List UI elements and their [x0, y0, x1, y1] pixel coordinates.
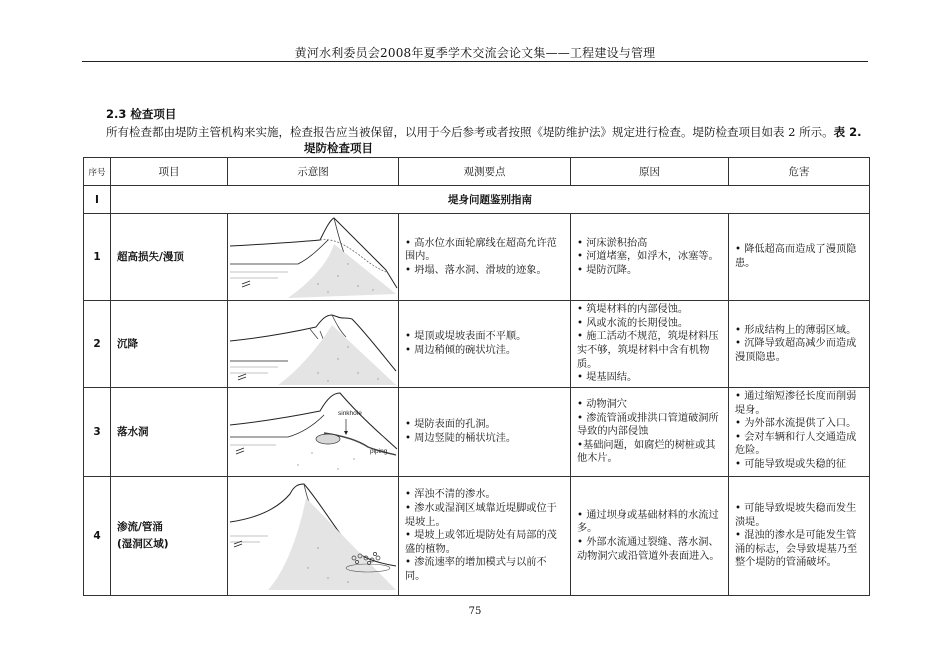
- cause-line: • 外部水流通过裂缝、落水洞、动物洞穴或沿管道外表面进入。: [577, 537, 720, 562]
- table-header-row: [84, 158, 870, 186]
- row-harm: [729, 477, 870, 596]
- harm-line: • 沉降导致超高减少而造成漫顶隐患。: [735, 338, 857, 363]
- observe-line: • 浑浊不清的渗水。: [405, 489, 496, 501]
- seepage-sketch: [228, 478, 398, 594]
- table-ref: 表 2.: [833, 125, 862, 139]
- cause-line: • 风或水流的长期侵蚀。: [577, 317, 689, 329]
- table-row: [84, 301, 870, 388]
- section-paragraph: [106, 124, 872, 140]
- cause-line: • 通过坝身或基础材料的水流过多。: [577, 509, 719, 535]
- observe-line: • 高水位水面轮廓线在超高允许范围内。: [405, 237, 557, 263]
- harm-line: • 会对车辆和行人交通造成危险。: [735, 431, 857, 457]
- cause-line: •基础问题，如腐烂的树桩或其他木片。: [577, 439, 716, 465]
- harm-clip: [735, 390, 865, 474]
- header-rule: [82, 61, 868, 62]
- cause-line: • 施工活动不规范，筑堤材料压实不够，筑堤材料中含有机物质。: [577, 331, 719, 370]
- sinkhole-label: sinkhole: [338, 410, 362, 417]
- row-observe: [399, 477, 571, 596]
- table-row: [84, 214, 870, 301]
- row-cause: [571, 388, 729, 477]
- row-num: 2: [84, 301, 111, 388]
- row-cause: [571, 477, 729, 596]
- header-num: 序号: [84, 158, 111, 186]
- observe-line: • 坍塌、落水洞、滑坡的迹象。: [405, 264, 547, 276]
- cause-line: • 河床淤积抬高: [577, 237, 648, 249]
- row-harm: [729, 301, 870, 388]
- row-item: [111, 477, 228, 596]
- row-num: 3: [84, 388, 111, 477]
- item-line: 渗流/管涌: [117, 521, 163, 533]
- row-item: [111, 301, 228, 388]
- running-header: 黄河水利委员会2008年夏季学术交流会论文集——工程建设与管理: [294, 46, 656, 60]
- table-caption: 堤防检查项目: [304, 141, 373, 155]
- piping-label: piping: [370, 448, 388, 455]
- page-number: 75: [468, 606, 482, 617]
- row-item: [111, 214, 228, 301]
- row-observe: [399, 214, 571, 301]
- row-sketch: [228, 388, 399, 477]
- header-sketch: 示意图: [228, 158, 399, 186]
- harm-line: • 降低超高而造成了漫顶隐患。: [735, 244, 857, 269]
- section-title: 2.3 检查项目: [106, 107, 177, 121]
- row-observe: [399, 388, 571, 477]
- row-sketch: [228, 477, 399, 596]
- harm-line: • 可能导致堤坡失稳而发生溃堤。: [735, 503, 857, 528]
- cause-line: • 筑堤材料的内部侵蚀。: [577, 304, 689, 316]
- cause-line: • 堤基固结。: [577, 372, 638, 384]
- table-row: [84, 388, 870, 477]
- row-num: 4: [84, 477, 111, 596]
- item-line: (湿洞区域): [117, 538, 169, 550]
- cause-line: • 河道堵塞，如浮木，冰塞等。: [577, 251, 719, 263]
- observe-line: • 周边竖陡的桶状坑洼。: [405, 433, 517, 444]
- table-row: [84, 477, 870, 596]
- group-title: 堤身问题鉴别指南: [111, 186, 870, 214]
- row-cause: [571, 301, 729, 388]
- harm-line: • 可能导致堤或失稳的征: [735, 458, 847, 470]
- observe-line: • 堤坡上或邻近堤防处有局部的茂盛的植物。: [405, 530, 557, 555]
- item-line: 落水洞: [117, 425, 149, 438]
- harm-line: • 为外部水流提供了入口。: [735, 418, 857, 430]
- group-num: I: [84, 186, 111, 214]
- overtopping-sketch: [228, 214, 398, 300]
- header-harm: 危害: [729, 158, 870, 186]
- observe-line: • 渗水或湿润区域靠近堤脚或位于堤坡上。: [405, 503, 557, 528]
- observe-line: • 堤顶或堤坡表面不平顺。: [405, 331, 527, 343]
- row-sketch: [228, 214, 399, 301]
- observe-line: • 渗流速率的增加模式与以前不同。: [405, 557, 547, 582]
- settlement-sketch: [228, 301, 398, 387]
- item-line: 沉降: [117, 337, 138, 350]
- paragraph-text: 所有检查都由堤防主管机构来实施，检查报告应当被保留，以用于今后参考或者按照《堤防维护法》规定进行检查。堤防检查项目如表 2 所示。: [106, 125, 834, 139]
- row-item: [111, 388, 228, 477]
- observe-line: • 周边稍倾的碗状坑洼。: [405, 345, 517, 356]
- observe-line: • 堤防表面的孔洞。: [405, 419, 496, 431]
- header-observe: 观测要点: [399, 158, 571, 186]
- harm-line: • 通过缩短渗径长度而削弱堤身。: [735, 391, 857, 416]
- item-line: 超高损失/漫顶: [117, 250, 184, 263]
- group-row: [84, 186, 870, 214]
- cause-line: • 堤防沉降。: [577, 264, 638, 276]
- row-sketch: [228, 301, 399, 388]
- row-harm: [729, 214, 870, 301]
- header-item: 项目: [111, 158, 228, 186]
- inspection-table: [83, 157, 870, 596]
- row-observe: [399, 301, 571, 388]
- harm-line: • 混浊的渗水是可能发生管涌的标志，会导致堤基乃至整个堤防的管涌破坏。: [735, 530, 858, 569]
- cause-line: • 动物洞穴: [577, 399, 627, 411]
- header-cause: 原因: [571, 158, 729, 186]
- row-harm: [729, 388, 870, 477]
- sinkhole-sketch: [228, 389, 398, 475]
- harm-line: • 形成结构上的薄弱区域。: [735, 324, 857, 336]
- row-cause: [571, 214, 729, 301]
- row-num: 1: [84, 214, 111, 301]
- cause-line: • 渗流管涌或排洪口管道破洞所导致的内部侵蚀: [577, 412, 719, 438]
